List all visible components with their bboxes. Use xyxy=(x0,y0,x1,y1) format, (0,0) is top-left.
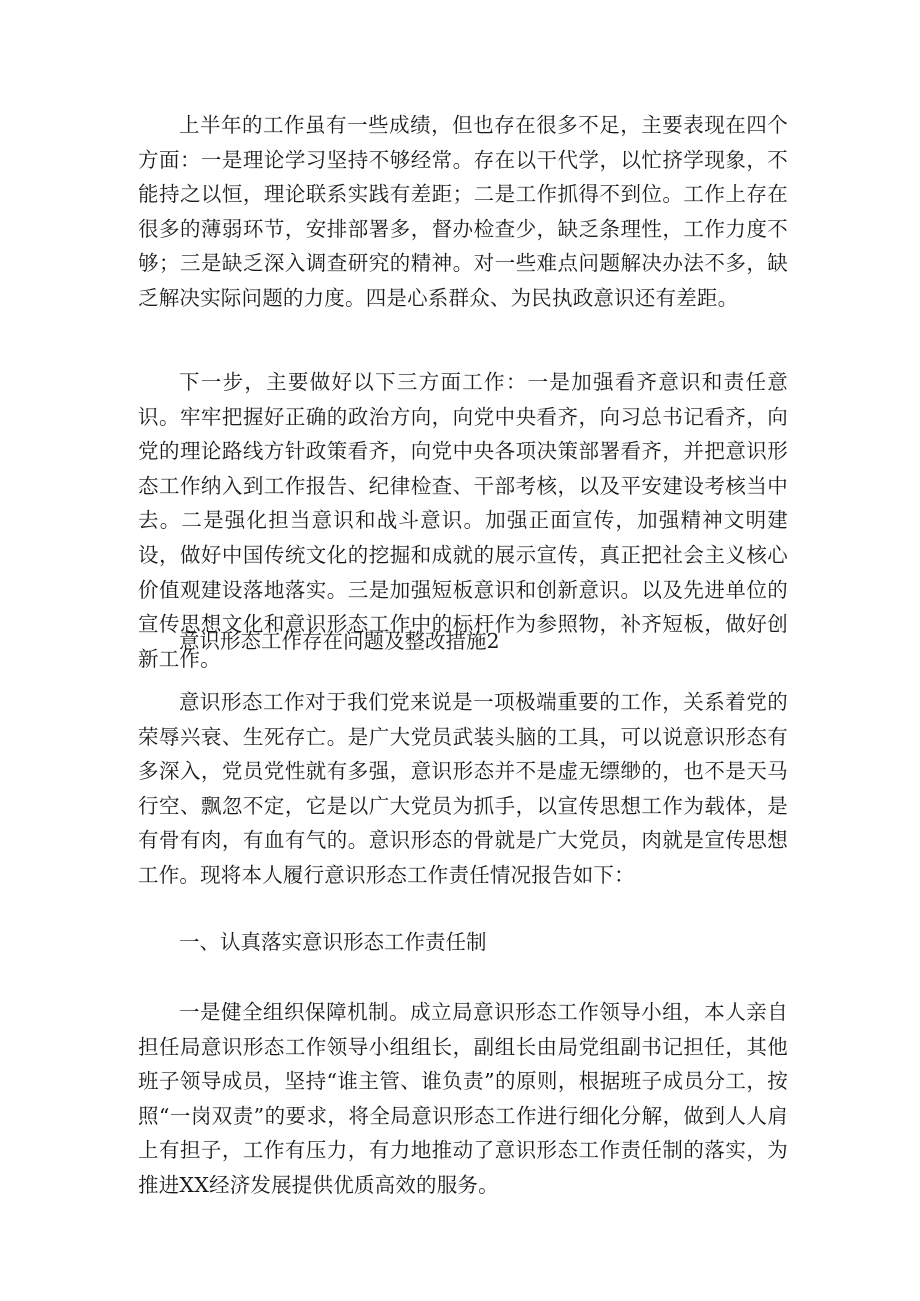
section-title: 意识形态工作存在问题及整改措施2 xyxy=(179,629,500,653)
body-paragraph: 意识形态工作对于我们党来说是一项极端重要的工作，关系着党的荣辱兴衰、生死存亡。是广大党员武装头脑的工具，可以说意识形态有多深入，党员党性就有多强，意识形态并不是虚无缥缈的，也不是天马行空、飘忽不定，它是以广大党员为抓手，以宣传思想工作为载体，是有骨有肉，有血有气的。意识形态的骨就是广大党员，肉就是宣传思想工作。现将本人履行意识形态工作责任情况报告如下： xyxy=(138,690,788,887)
body-paragraph: 上半年的工作虽有一些成绩，但也存在很多不足，主要表现在四个方面：一是理论学习坚持不够经常。存在以干代学，以忙挤学现象，不能持之以恒，理论联系实践有差距；二是工作抓得不到位。工作上存在很多的薄弱环节，安排部署多，督办检查少，缺乏条理性，工作力度不够；三是缺乏深入调查研究的精神。对一些难点问题解决办法不多，缺乏解决实际问题的力度。四是心系群众、为民执政意识还有差距。 xyxy=(138,113,788,310)
body-paragraph: 一是健全组织保障机制。成立局意识形态工作领导小组，本人亲自担任局意识形态工作领导小组组长，副组长由局党组副书记担任，其他班子领导成员，坚持“谁主管、谁负责”的原则，根据班子成员分工，按照“一岗双责”的要求，将全局意识形态工作进行细化分解，做到人人肩上有担子，工作有压力，有力地推动了意识形态工作责任制的落实，为推进XX经济发展提供优质高效的服务。 xyxy=(138,1000,788,1197)
section-heading: 一、认真落实意识形态工作责任制 xyxy=(179,930,487,954)
body-paragraph: 下一步，主要做好以下三方面工作：一是加强看齐意识和责任意识。牢牢把握好正确的政治方向，向党中央看齐，向习总书记看齐，向党的理论路线方针政策看齐，向党中央各项决策部署看齐，并把意识形态工作纳入到工作报告、纪律检查、干部考核，以及平安建设考核当中去。二是强化担当意识和战斗意识。加强正面宣传，加强精神文明建设，做好中国传统文化的挖掘和成就的展示宣传，真正把社会主义核心价值观建设落地落实。三是加强短板意识和创新意识。以及先进单位的宣传思想文化和意识形态工作中的标杆作为参照物，补齐短板，做好创新工作。 xyxy=(138,370,788,671)
